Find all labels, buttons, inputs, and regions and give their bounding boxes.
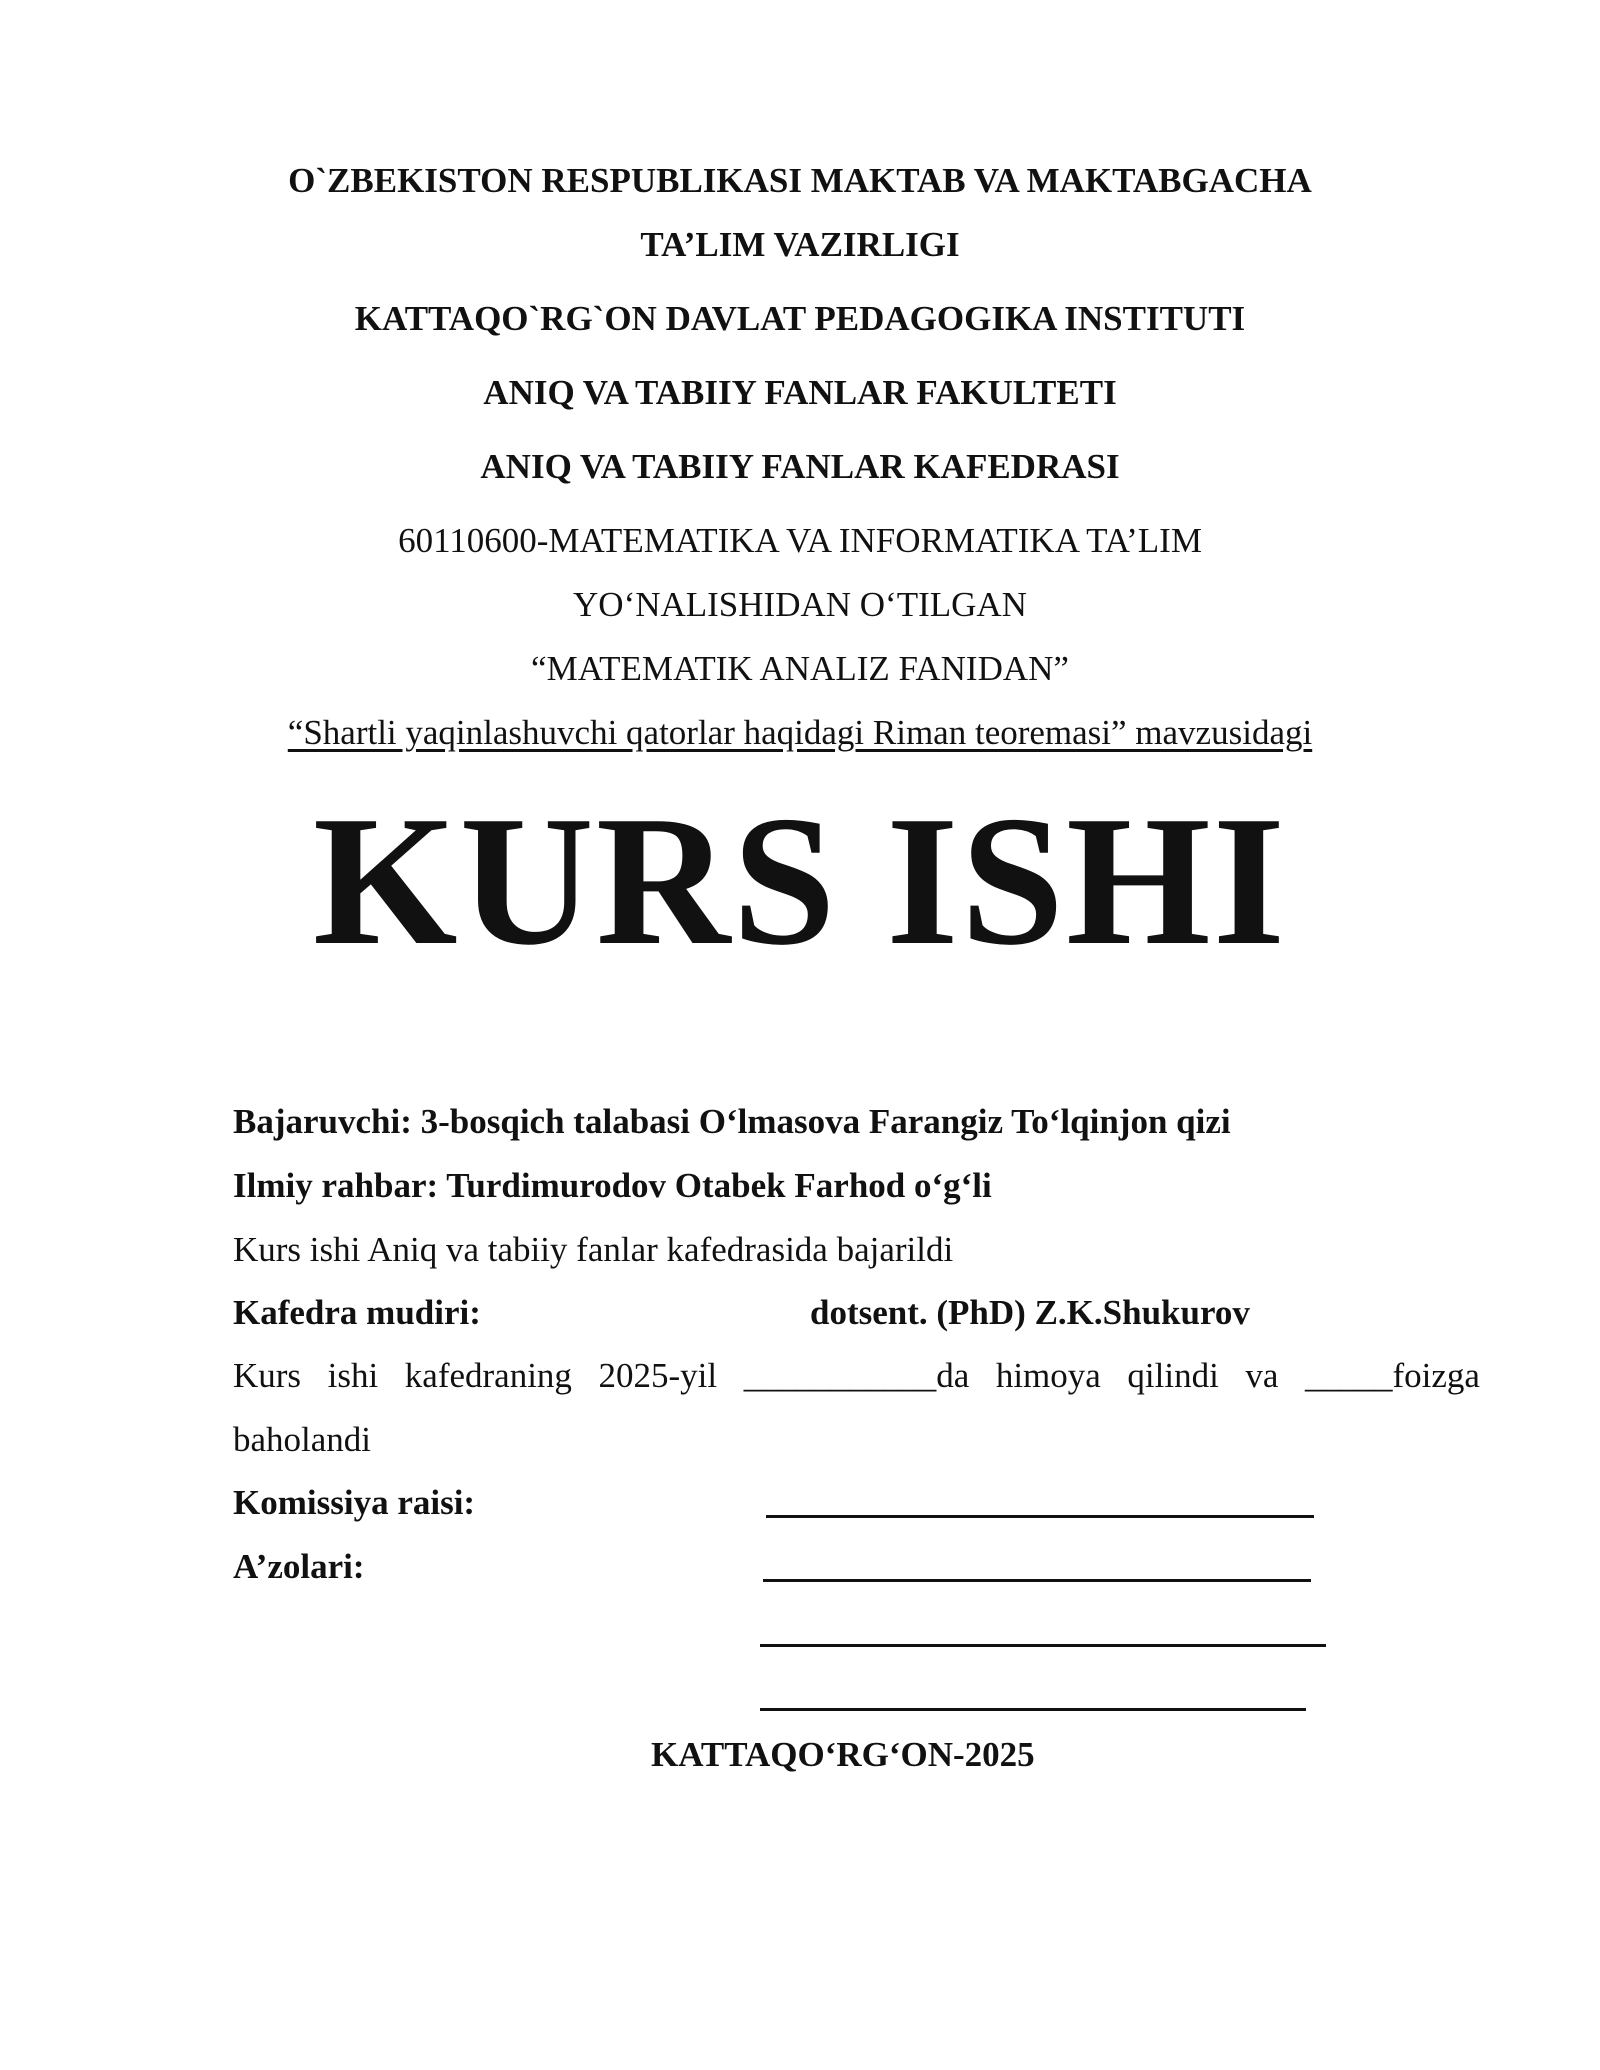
defense-word: himoya	[995, 1356, 1101, 1395]
defense-word: ___________da	[743, 1356, 970, 1395]
footer-place-year: KATTAQO‘RG‘ON-2025	[651, 1735, 1035, 1774]
defense-line	[233, 1358, 1480, 1393]
defense-word: 2025-yil	[598, 1356, 718, 1395]
commission-chair-label: Komissiya raisi:	[233, 1483, 476, 1522]
completed-line: Kurs ishi Aniq va tabiiy fanlar kafedrasida bajarildi	[233, 1230, 954, 1269]
defense-word: Kurs	[233, 1356, 302, 1395]
ministry-line-2: TA’LIM VAZIRLIGI	[640, 225, 960, 264]
signature-line-member-1	[763, 1579, 1311, 1582]
subject-line-2: YO‘NALISHIDAN O‘TILGAN	[573, 585, 1027, 624]
defense-word: ishi	[327, 1356, 379, 1395]
document-title: KURS ISHI	[312, 778, 1288, 984]
defense-word: qilindi	[1127, 1356, 1219, 1395]
department-name: ANIQ VA TABIIY FANLAR KAFEDRASI	[480, 447, 1120, 486]
head-name: dotsent. (PhD) Z.K.Shukurov	[810, 1293, 1250, 1332]
members-label: A’zolari:	[233, 1547, 365, 1586]
subject-line-3: “MATEMATIK ANALIZ FANIDAN”	[531, 649, 1069, 688]
signature-line-member-3	[760, 1708, 1306, 1711]
defense-word: _____foizga	[1305, 1356, 1480, 1395]
signature-line-chair	[766, 1515, 1314, 1518]
head-label: Kafedra mudiri:	[233, 1293, 481, 1332]
subject-line-1: 60110600-MATEMATIKA VA INFORMATIKA TA’LIM	[398, 521, 1202, 560]
faculty-name: ANIQ VA TABIIY FANLAR FAKULTETI	[483, 373, 1117, 412]
supervisor-line: Ilmiy rahbar: Turdimurodov Otabek Farhod o‘g‘li	[233, 1166, 992, 1205]
signature-line-member-2	[760, 1644, 1326, 1647]
defense-line-end: baholandi	[233, 1420, 372, 1459]
executor-line: Bajaruvchi: 3-bosqich talabasi O‘lmasova Farangiz To‘lqinjon qizi	[233, 1102, 1231, 1141]
institute-name: KATTAQO`RG`ON DAVLAT PEDAGOGIKA INSTITUTI	[354, 299, 1246, 338]
defense-word: va	[1245, 1356, 1279, 1395]
defense-word: kafedraning	[404, 1356, 572, 1395]
topic-line: “Shartli yaqinlashuvchi qatorlar haqidagi Riman teoremasi” mavzusidagi	[287, 713, 1313, 752]
ministry-line-1: O`ZBEKISTON RESPUBLIKASI MAKTAB VA MAKTABGACHA	[288, 161, 1312, 200]
